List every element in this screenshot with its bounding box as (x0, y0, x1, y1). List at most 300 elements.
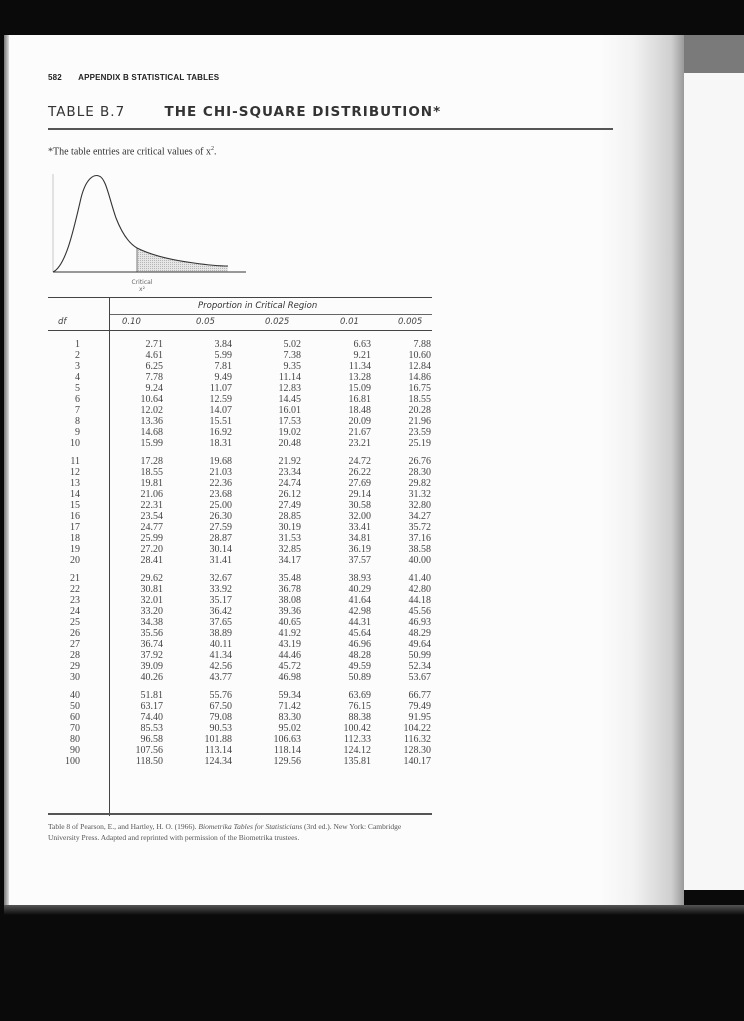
table-row (48, 661, 432, 672)
value-cell: 10.64 (140, 394, 163, 405)
df-header: df (58, 317, 67, 327)
critical-label-word: Critical (131, 279, 153, 286)
value-cell: 34.17 (278, 555, 301, 566)
value-cell: 38.08 (278, 595, 301, 606)
table-top-rule (48, 297, 432, 298)
value-cell: 39.09 (140, 661, 163, 672)
value-cell: 42.80 (408, 584, 431, 595)
value-cell: 4.61 (145, 350, 163, 361)
page-bottom-shadow (4, 905, 744, 915)
value-cell: 43.77 (209, 672, 232, 683)
value-cell: 37.57 (348, 555, 371, 566)
df-cell: 30 (70, 672, 80, 683)
table-row (48, 533, 432, 544)
value-cell: 25.00 (209, 500, 232, 511)
table-row (48, 500, 432, 511)
value-cell: 37.16 (408, 533, 431, 544)
value-cell: 18.55 (140, 467, 163, 478)
df-cell: 10 (70, 438, 80, 449)
column-header: 0.05 (196, 317, 215, 327)
value-cell: 37.92 (140, 650, 163, 661)
value-cell: 33.92 (209, 584, 232, 595)
value-cell: 38.89 (209, 628, 232, 639)
value-cell: 31.41 (209, 555, 232, 566)
df-cell: 13 (70, 478, 80, 489)
value-cell: 76.15 (348, 701, 371, 712)
value-cell: 19.68 (209, 456, 232, 467)
value-cell: 34.38 (140, 617, 163, 628)
value-cell: 11.34 (348, 361, 371, 372)
page-edge (4, 35, 9, 911)
df-cell: 100 (65, 756, 80, 767)
value-cell: 7.78 (145, 372, 163, 383)
value-cell: 40.00 (408, 555, 431, 566)
critical-label (127, 279, 157, 293)
value-cell: 140.17 (403, 756, 431, 767)
value-cell: 20.48 (278, 438, 301, 449)
value-cell: 63.17 (140, 701, 163, 712)
value-cell: 41.34 (209, 650, 232, 661)
column-header: 0.10 (122, 317, 141, 327)
value-cell: 44.46 (278, 650, 301, 661)
value-cell: 23.54 (140, 511, 163, 522)
value-cell: 18.55 (408, 394, 431, 405)
value-cell: 36.78 (278, 584, 301, 595)
chi-square-curve-figure (46, 168, 256, 293)
value-cell: 25.99 (140, 533, 163, 544)
value-cell: 104.22 (403, 723, 431, 734)
value-cell: 63.69 (348, 690, 371, 701)
title-rule (48, 128, 613, 130)
table-row (48, 467, 432, 478)
table-row (48, 672, 432, 683)
value-cell: 118.14 (273, 745, 301, 756)
value-cell: 48.29 (408, 628, 431, 639)
df-cell: 22 (70, 584, 80, 595)
value-cell: 5.02 (283, 339, 301, 350)
table-row (48, 361, 432, 372)
value-cell: 11.14 (278, 372, 301, 383)
value-cell: 34.81 (348, 533, 371, 544)
value-cell: 66.77 (408, 690, 431, 701)
value-cell: 118.50 (135, 756, 163, 767)
facing-page (684, 35, 744, 890)
running-head (48, 73, 219, 82)
df-cell: 50 (70, 701, 80, 712)
value-cell: 41.40 (408, 573, 431, 584)
value-cell: 12.59 (209, 394, 232, 405)
header-rule (48, 330, 432, 331)
value-cell: 14.68 (140, 427, 163, 438)
table-row (48, 745, 432, 756)
section-title: APPENDIX B STATISTICAL TABLES (78, 73, 220, 82)
table-row (48, 606, 432, 617)
value-cell: 3.84 (214, 339, 232, 350)
value-cell: 17.53 (278, 416, 301, 427)
df-cell: 18 (70, 533, 80, 544)
df-cell: 23 (70, 595, 80, 606)
value-cell: 16.92 (209, 427, 232, 438)
value-cell: 26.76 (408, 456, 431, 467)
value-cell: 12.83 (278, 383, 301, 394)
value-cell: 42.56 (209, 661, 232, 672)
value-cell: 23.68 (209, 489, 232, 500)
value-cell: 106.63 (273, 734, 301, 745)
column-header: 0.005 (398, 317, 423, 327)
value-cell: 20.09 (348, 416, 371, 427)
value-cell: 35.17 (209, 595, 232, 606)
value-cell: 33.41 (348, 522, 371, 533)
value-cell: 43.19 (278, 639, 301, 650)
table-row (48, 372, 432, 383)
table-row (48, 628, 432, 639)
table-title (48, 104, 441, 120)
citation-book-title: Biometrika Tables for Statisticians (198, 822, 303, 831)
book-gutter (600, 35, 684, 911)
value-cell: 35.56 (140, 628, 163, 639)
value-cell: 30.58 (348, 500, 371, 511)
value-cell: 27.69 (348, 478, 371, 489)
df-cell: 3 (75, 361, 80, 372)
value-cell: 128.30 (403, 745, 431, 756)
value-cell: 48.28 (348, 650, 371, 661)
value-cell: 27.49 (278, 500, 301, 511)
value-cell: 90.53 (209, 723, 232, 734)
df-cell: 5 (75, 383, 80, 394)
column-header: 0.025 (265, 317, 290, 327)
table-row (48, 573, 432, 584)
table-row (48, 394, 432, 405)
value-cell: 37.65 (209, 617, 232, 628)
df-cell: 29 (70, 661, 80, 672)
value-cell: 51.81 (140, 690, 163, 701)
value-cell: 124.12 (343, 745, 371, 756)
value-cell: 46.96 (348, 639, 371, 650)
value-cell: 21.96 (408, 416, 431, 427)
value-cell: 7.38 (283, 350, 301, 361)
value-cell: 42.98 (348, 606, 371, 617)
value-cell: 30.81 (140, 584, 163, 595)
table-row (48, 456, 432, 467)
value-cell: 45.64 (348, 628, 371, 639)
value-cell: 24.77 (140, 522, 163, 533)
value-cell: 96.58 (140, 734, 163, 745)
value-cell: 55.76 (209, 690, 232, 701)
value-cell: 21.06 (140, 489, 163, 500)
value-cell: 6.25 (145, 361, 163, 372)
value-cell: 26.22 (348, 467, 371, 478)
note-text: *The table entries are critical values of x (48, 146, 211, 158)
value-cell: 10.60 (408, 350, 431, 361)
table-row (48, 416, 432, 427)
table-row (48, 723, 432, 734)
value-cell: 67.50 (209, 701, 232, 712)
value-cell: 40.26 (140, 672, 163, 683)
value-cell: 16.81 (348, 394, 371, 405)
value-cell: 20.28 (408, 405, 431, 416)
value-cell: 40.11 (209, 639, 232, 650)
value-cell: 9.49 (214, 372, 232, 383)
value-cell: 28.30 (408, 467, 431, 478)
citation-text: Table 8 of Pearson, E., and Hartley, H. O. (1966). (48, 822, 199, 831)
value-cell: 50.89 (348, 672, 371, 683)
value-cell: 49.59 (348, 661, 371, 672)
value-cell: 33.20 (140, 606, 163, 617)
value-cell: 30.19 (278, 522, 301, 533)
table-row (48, 617, 432, 628)
table-row (48, 639, 432, 650)
value-cell: 27.59 (209, 522, 232, 533)
value-cell: 91.95 (408, 712, 431, 723)
value-cell: 29.62 (140, 573, 163, 584)
df-cell: 20 (70, 555, 80, 566)
value-cell: 32.00 (348, 511, 371, 522)
value-cell: 40.29 (348, 584, 371, 595)
value-cell: 79.49 (408, 701, 431, 712)
group-gap (48, 683, 432, 690)
value-cell: 28.41 (140, 555, 163, 566)
value-cell: 124.34 (204, 756, 232, 767)
df-cell: 80 (70, 734, 80, 745)
df-cell: 2 (75, 350, 80, 361)
table-row (48, 511, 432, 522)
table-row (48, 555, 432, 566)
value-cell: 38.58 (408, 544, 431, 555)
value-cell: 7.81 (214, 361, 232, 372)
column-header: 0.01 (340, 317, 359, 327)
citation-text-rest: (3rd ed.). New York: Cambridge University Press. Adapted and reprinted with permission of the Biometrika trustees. (48, 822, 402, 842)
value-cell: 79.08 (209, 712, 232, 723)
value-cell: 88.38 (348, 712, 371, 723)
value-cell: 40.65 (278, 617, 301, 628)
df-cell: 15 (70, 500, 80, 511)
table-row (48, 650, 432, 661)
critical-label-symbol: x² (139, 286, 145, 293)
table-bottom-rule (48, 813, 432, 815)
value-cell: 49.64 (408, 639, 431, 650)
df-cell: 21 (70, 573, 80, 584)
critical-region-shading (137, 248, 228, 272)
value-cell: 113.14 (204, 745, 232, 756)
value-cell: 30.14 (209, 544, 232, 555)
table-row (48, 438, 432, 449)
value-cell: 46.93 (408, 617, 431, 628)
value-cell: 21.92 (278, 456, 301, 467)
value-cell: 112.33 (343, 734, 371, 745)
value-cell: 41.64 (348, 595, 371, 606)
value-cell: 32.67 (209, 573, 232, 584)
table-row (48, 544, 432, 555)
value-cell: 16.01 (278, 405, 301, 416)
value-cell: 13.28 (348, 372, 371, 383)
value-cell: 36.42 (209, 606, 232, 617)
note-superscript: 2 (210, 146, 214, 152)
value-cell: 135.81 (343, 756, 371, 767)
df-cell: 11 (70, 456, 80, 467)
value-cell: 9.21 (353, 350, 371, 361)
value-cell: 21.03 (209, 467, 232, 478)
table-row (48, 478, 432, 489)
table-row (48, 405, 432, 416)
spanner-rule (109, 314, 432, 315)
table-row (48, 522, 432, 533)
df-cell: 12 (70, 467, 80, 478)
value-cell: 11.07 (209, 383, 232, 394)
value-cell: 22.36 (209, 478, 232, 489)
value-cell: 46.98 (278, 672, 301, 683)
value-cell: 32.01 (140, 595, 163, 606)
value-cell: 12.02 (140, 405, 163, 416)
value-cell: 45.72 (278, 661, 301, 672)
table-body (48, 339, 432, 767)
value-cell: 13.36 (140, 416, 163, 427)
value-cell: 32.85 (278, 544, 301, 555)
value-cell: 34.27 (408, 511, 431, 522)
df-cell: 17 (70, 522, 80, 533)
value-cell: 23.34 (278, 467, 301, 478)
value-cell: 15.09 (348, 383, 371, 394)
table-row (48, 427, 432, 438)
table-row (48, 712, 432, 723)
value-cell: 21.67 (348, 427, 371, 438)
facing-page-shadow (684, 35, 744, 73)
value-cell: 107.56 (135, 745, 163, 756)
value-cell: 23.59 (408, 427, 431, 438)
df-cell: 24 (70, 606, 80, 617)
value-cell: 24.72 (348, 456, 371, 467)
value-cell: 129.56 (273, 756, 301, 767)
value-cell: 26.30 (209, 511, 232, 522)
group-gap (48, 449, 432, 456)
df-cell: 40 (70, 690, 80, 701)
value-cell: 17.28 (140, 456, 163, 467)
value-cell: 14.07 (209, 405, 232, 416)
df-cell: 9 (75, 427, 80, 438)
table-row (48, 584, 432, 595)
value-cell: 24.74 (278, 478, 301, 489)
df-cell: 6 (75, 394, 80, 405)
value-cell: 22.31 (140, 500, 163, 511)
df-cell: 16 (70, 511, 80, 522)
value-cell: 44.18 (408, 595, 431, 606)
value-cell: 59.34 (278, 690, 301, 701)
table-note (48, 146, 216, 157)
value-cell: 44.31 (348, 617, 371, 628)
df-cell: 7 (75, 405, 80, 416)
table-name: THE CHI-SQUARE DISTRIBUTION* (164, 104, 442, 120)
source-citation (48, 822, 418, 843)
value-cell: 25.19 (408, 438, 431, 449)
value-cell: 71.42 (278, 701, 301, 712)
value-cell: 9.35 (283, 361, 301, 372)
value-cell: 19.02 (278, 427, 301, 438)
value-cell: 31.32 (408, 489, 431, 500)
df-cell: 8 (75, 416, 80, 427)
value-cell: 100.42 (343, 723, 371, 734)
value-cell: 9.24 (145, 383, 163, 394)
value-cell: 18.31 (209, 438, 232, 449)
value-cell: 18.48 (348, 405, 371, 416)
value-cell: 14.86 (408, 372, 431, 383)
value-cell: 7.88 (413, 339, 431, 350)
value-cell: 74.40 (140, 712, 163, 723)
table-row (48, 595, 432, 606)
value-cell: 95.02 (278, 723, 301, 734)
table-row (48, 339, 432, 350)
df-cell: 26 (70, 628, 80, 639)
value-cell: 6.63 (353, 339, 371, 350)
df-cell: 25 (70, 617, 80, 628)
df-cell: 28 (70, 650, 80, 661)
value-cell: 27.20 (140, 544, 163, 555)
df-cell: 4 (75, 372, 80, 383)
spanner-header: Proportion in Critical Region (198, 301, 318, 311)
group-gap (48, 566, 432, 573)
table-row (48, 383, 432, 394)
value-cell: 85.53 (140, 723, 163, 734)
value-cell: 35.72 (408, 522, 431, 533)
value-cell: 101.88 (204, 734, 232, 745)
value-cell: 29.82 (408, 478, 431, 489)
value-cell: 29.14 (348, 489, 371, 500)
value-cell: 12.84 (408, 361, 431, 372)
df-cell: 14 (70, 489, 80, 500)
value-cell: 5.99 (214, 350, 232, 361)
value-cell: 31.53 (278, 533, 301, 544)
value-cell: 26.12 (278, 489, 301, 500)
value-cell: 39.36 (278, 606, 301, 617)
value-cell: 23.21 (348, 438, 371, 449)
df-cell: 27 (70, 639, 80, 650)
value-cell: 36.74 (140, 639, 163, 650)
value-cell: 28.85 (278, 511, 301, 522)
table-row (48, 350, 432, 361)
value-cell: 36.19 (348, 544, 371, 555)
value-cell: 19.81 (140, 478, 163, 489)
value-cell: 16.75 (408, 383, 431, 394)
value-cell: 41.92 (278, 628, 301, 639)
column-headers (48, 317, 432, 329)
value-cell: 15.99 (140, 438, 163, 449)
table-row (48, 690, 432, 701)
value-cell: 45.56 (408, 606, 431, 617)
value-cell: 83.30 (278, 712, 301, 723)
value-cell: 35.48 (278, 573, 301, 584)
table-row (48, 734, 432, 745)
df-cell: 19 (70, 544, 80, 555)
table-row (48, 489, 432, 500)
value-cell: 38.93 (348, 573, 371, 584)
value-cell: 28.87 (209, 533, 232, 544)
table-label: TABLE B.7 (48, 104, 126, 120)
df-cell: 90 (70, 745, 80, 756)
note-end: . (213, 146, 217, 158)
df-cell: 1 (75, 339, 80, 350)
value-cell: 14.45 (278, 394, 301, 405)
table-row (48, 701, 432, 712)
value-cell: 2.71 (145, 339, 163, 350)
value-cell: 15.51 (209, 416, 232, 427)
table-row (48, 756, 432, 767)
df-cell: 60 (70, 712, 80, 723)
value-cell: 53.67 (408, 672, 431, 683)
value-cell: 32.80 (408, 500, 431, 511)
page-number: 582 (48, 73, 62, 82)
value-cell: 116.32 (403, 734, 431, 745)
value-cell: 52.34 (408, 661, 431, 672)
df-cell: 70 (70, 723, 80, 734)
value-cell: 50.99 (408, 650, 431, 661)
